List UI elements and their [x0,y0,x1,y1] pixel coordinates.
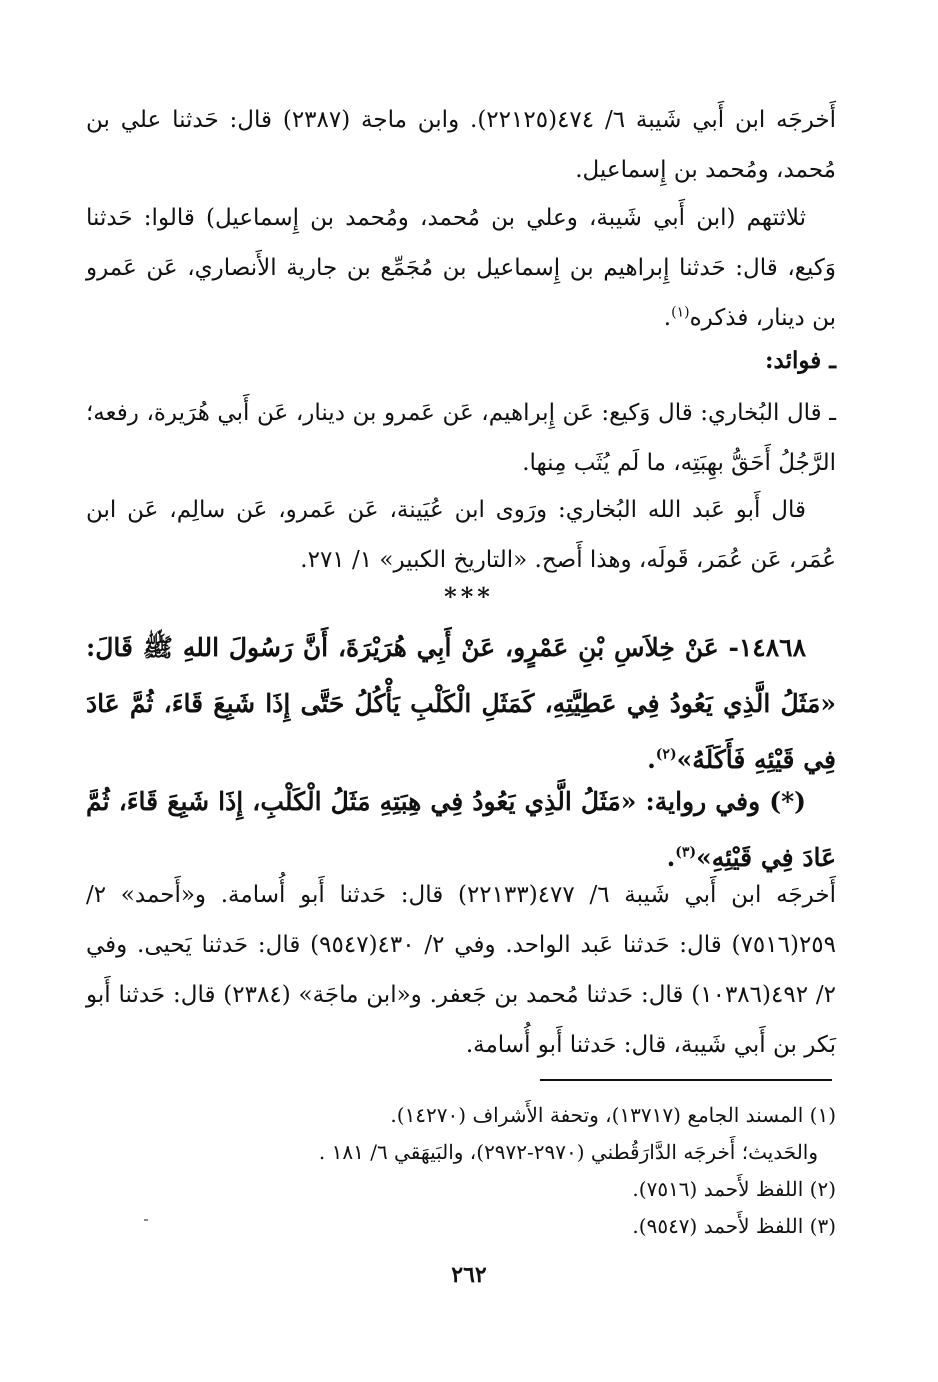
bukhari-note [86,388,836,488]
note-text: ـ قال البُخاري: قال وَكيع: عَن إِبراهيم، عَن عَمرو بن دينار، عَن أَبي هُرَيرة، رفعه؛ الرَّجُلُ أَحَقُّ بهِبَتِه، ما لَم يُثَب مِنها. [86,400,836,476]
page-number: ٢٦٢ [451,1262,487,1288]
scan-speck [144,1219,148,1221]
citation-paragraph-2 [86,870,836,1070]
bukhari-note-2 [86,485,836,585]
footnote-3: (٣) اللفظ لأَحمد (٩٥٤٧). [632,1214,836,1238]
citation-text-2: أَخرجَه ابن أَبي شَيبة ٦/ ٤٧٧(٢٢١٣٣) قال: حَدثنا أَبو أُسامة. و«أَحمد» ٢/ ٢٥٩(٧٥١٦) قال: حَدثنا عَبد الواحد. وفي ٢/ ٤٣٠(٩٥٤٧) قال: حَدثنا يَحيى. وفي ٢/ ٤٩٢(١٠٣٨٦) قال: حَدثنا مُحمد بن جَعفر. و«ابن ماجَة» (٢٣٨٤) قال: حَدثنا أَبو بَكر بن أَبي شَيبة، قال: حَدثنا أَبو أُسامة. [86,882,837,1058]
footnote-1-continuation: والحَديث؛ أَخرجَه الدَّارَقُطني (٢٩٧٠-٢٩٧٢)، والبَيهَقي ٦/ ١٨١ . [318,1140,818,1164]
period: . [647,745,656,774]
section-separator: *** [444,582,494,611]
footnote-divider [540,1079,832,1081]
hadith-body: ١٤٨٦٨- عَنْ خِلاَسِ بْنِ عَمْرٍو، عَنْ أَبِي هُرَيْرَةَ، أَنَّ رَسُولَ اللهِ ﷺ قَالَ: «مَثَلُ الَّذِي يَعُودُ فِي عَطِيَّتِهِ، كَمَثَلِ الْكَلْبِ يَأْكُلُ حَتَّى إِذَا شَبِعَ قَاءَ، ثُمَّ عَادَ فِي قَيْئِهِ فَأَكَلَهُ» [86,633,836,774]
hadith-text [86,620,836,788]
note-text-2: قال أَبو عَبد الله البُخاري: ورَوى ابن عُيَينة، عَن عَمرو، عَن سالِم، عَن ابن عُمَر، عَن عُمَر، قَولَه، وهذا أَصح. «التاريخ الكبير» ١/ ٢٧١. [86,497,836,573]
heading-text: ـ فوائد: [765,347,836,374]
footnote-2: (٢) اللفظ لأَحمد (٧٥١٦). [632,1177,836,1201]
benefits-heading [86,336,836,386]
citation-text: أَخرجَه ابن أَبي شَيبة ٦/ ٤٧٤(٢٢١٢٥). وابن ماجة (٢٣٨٧) قال: حَدثنا علي بن مُحمد، ومُحمد بن إِسماعيل. [86,107,836,183]
period: . [666,843,676,872]
citation-paragraph-1 [86,95,836,195]
narration-body: (*) وفي رواية: «مَثَلُ الَّذِي يَعُودُ فِي هِبَتِهِ مَثَلُ الْكَلْبِ، إِذَا شَبِعَ قَاءَ، ثُمَّ عَادَ فِي قَيْئِهِ» [86,787,836,872]
footnote-marker-1[interactable]: (١) [671,304,690,321]
chain-text: ثلاثتهم (ابن أَبي شَيبة، وعلي بن مُحمد، ومُحمد بن إِسماعيل) قالوا: حَدثنا وَكيع، قال: حَدثنا إِبراهيم بن إِسماعيل بن مُجَمِّع بن جارية الأَنصاري، عَن عَمرو بن دينار، فذكره [86,205,836,331]
chain-paragraph [86,193,836,343]
footnote-1: (١) المسند الجامع (١٣٧١٧)، وتحفة الأَشراف (١٤٢٧٠). [390,1103,836,1127]
footnote-marker-2[interactable]: (٢) [655,746,677,763]
footnote-marker-3[interactable]: (٣) [675,844,697,861]
period: . [663,305,672,331]
